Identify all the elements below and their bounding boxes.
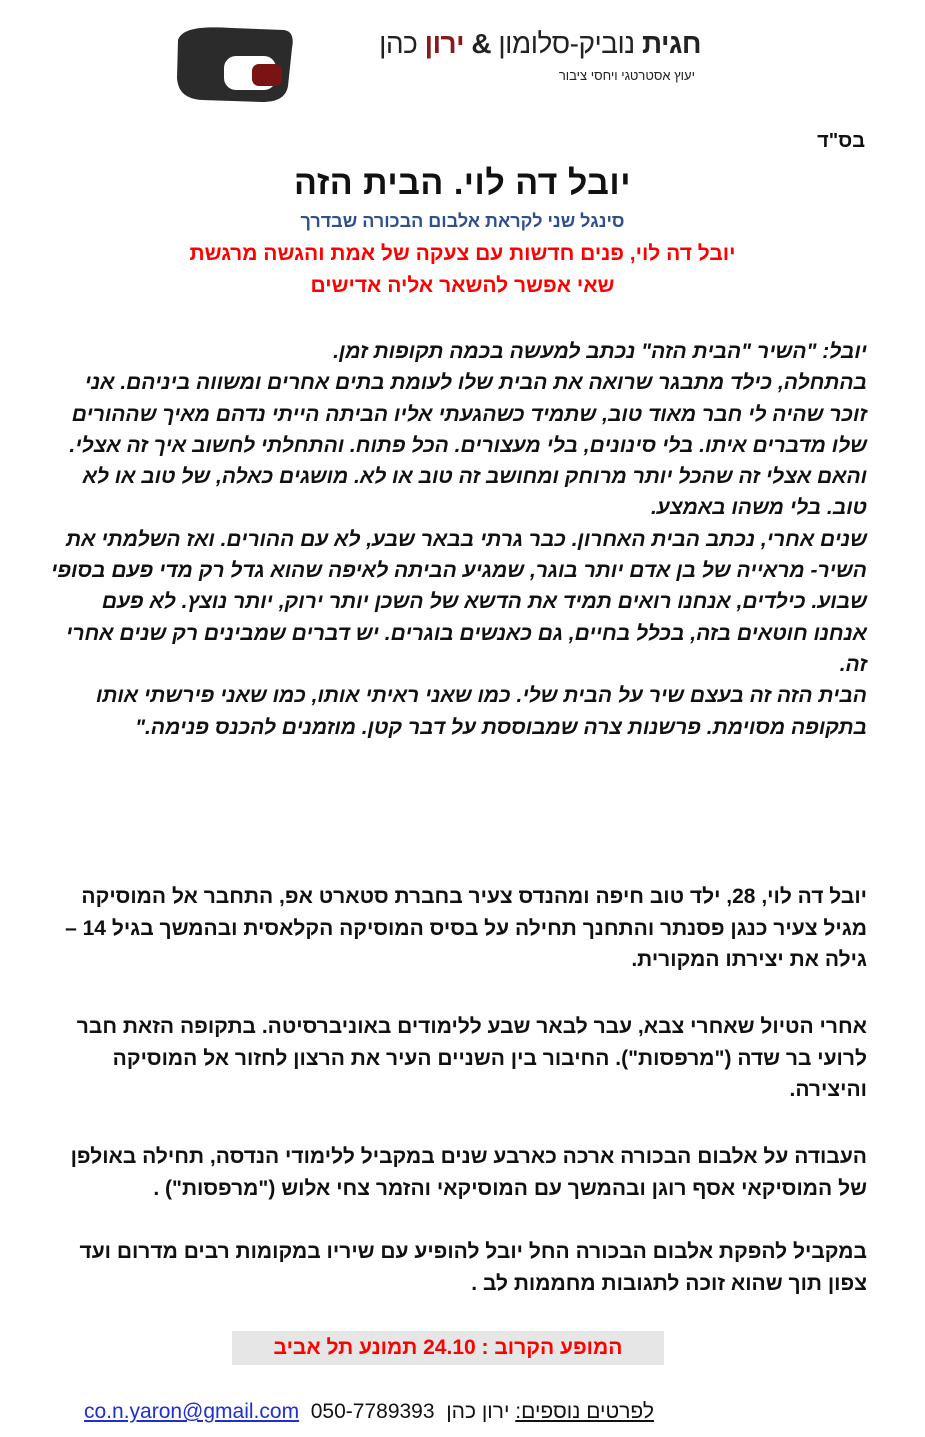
bio-paragraph: במקביל להפקת אלבום הבכורה החל יובל להופיע עם שיריו במקומות רבים מדרום ועד צפון תוך שהוא זוכה לתגובות מחממות לב .: [79, 1240, 867, 1295]
logo-icon: [172, 26, 294, 104]
logo-tagline: יעוץ אסטרטגי ויחסי ציבור: [558, 68, 695, 83]
email-link[interactable]: co.n.yaron@gmail.com: [84, 1400, 300, 1423]
contact-name: ירון כהן: [446, 1400, 510, 1423]
logo-first-name-rest: נוביק-סלומון: [498, 28, 635, 59]
contact-phone: 050-7789393: [310, 1400, 435, 1423]
logo-title: [296, 28, 701, 60]
logo-first-name-bold: חגית: [641, 28, 701, 59]
next-show-banner: המופע הקרוב : 24.10 תמונע תל אביב: [232, 1331, 664, 1365]
bsd-mark: בס"ד: [817, 130, 865, 152]
quote-paragraph: שנים אחרי, נכתב הבית האחרון. כבר גרתי בבאר שבע, לא עם ההורים. ואז השלמתי את השיר- מראייה של בן אדם יותר בוגר, שמגיע הביתה לאיפה שהוא גדל רק מדי פעם בסופי שבוע. כילדים, אנחנו רואים תמיד את הדשא של השכן יותר ירוק, יותר נוצץ. לא פעם אנחנו חוטאים בזה, בכלל בחיים, גם כאנשים בוגרים. יש דברים שמבינים רק שנים אחרי זה.: [51, 527, 867, 676]
contact-label: לפרטים נוספים:: [515, 1400, 654, 1423]
letterhead: [0, 0, 925, 120]
artist-quote: [47, 336, 867, 743]
tagline-line: יובל דה לוי, פנים חדשות עם צעקה של אמת והגשה מרגשת: [189, 242, 736, 265]
bio-paragraph: העבודה על אלבום הבכורה ארכה כארבע שנים במקביל ללימודי הנדסה, תחילה באולפן של המוסיקאי אסף רוגן ובהמשך עם המוסיקאי והזמר צחי אלוש ("מרפסות") .: [70, 1145, 867, 1200]
bio-paragraph: אחרי הטיול שאחרי צבא, עבר לבאר שבע ללימודים באוניברסיטה. בתקופה הזאת חבר לרועי בר שדה ("מרפסות"). החיבור בין השניים העיר את הרצון לחזור אל המוסיקה והיצירה.: [76, 1015, 867, 1101]
tagline-line: שאי אפשר להשאר אליה אדישים: [310, 274, 615, 297]
quote-paragraph: הבית הזה זה בעצם שיר על הבית שלי. כמו שאני ראיתי אותו, כמו שאני פירשתי אותו בתקופה מסוימת. פרשנות צרה שמבוססת על דבר קטן. מוזמנים להכנס פנימה.": [95, 684, 867, 739]
quote-paragraph: יובל: "השיר "הבית הזה" נכתב למעשה בכמה תקופות זמן.: [333, 340, 867, 363]
subheadline: סינגל שני לקראת אלבום הבכורה שבדרך: [300, 211, 625, 231]
logo-second-name-bold: ירון: [424, 28, 465, 59]
quote-paragraph: בהתחלה, כילד מתבגר שרואה את הבית שלו לעומת בתים אחרים ומשווה ביניהם. אני זוכר שהיה לי חבר מאוד טוב, שתמיד כשהגעתי אליו הביתה הייתי נדהם מאיך שההורים שלו מדברים איתו. בלי סינונים, בלי מעצורים. הכל פתוח. והתחלתי לחשוב איך זה אצלי. והאם אצלי זה שהכל יותר מרוחק ומחושב זה טוב או לא. מושגים כאלה, של טוב או לא טוב. בלי משהו באמצע.: [69, 371, 867, 520]
red-tagline: [0, 238, 925, 302]
bio-paragraph: יובל דה לוי, 28, ילד טוב חיפה ומהנדס צעיר בחברת סטארט אפ, התחבר אל המוסיקה מגיל צעיר כנגן פסנתר והתחנך תחילה על בסיס המוסיקה הקלאסית ובהמשך בגיל 14 – גילה את יצירתו המקורית.: [65, 885, 867, 971]
logo-ampersand: &: [471, 28, 492, 59]
contact-line: [84, 1396, 824, 1428]
headline: יובל דה לוי. הבית הזה: [294, 164, 631, 202]
logo-second-name-rest: כהן: [379, 28, 418, 59]
